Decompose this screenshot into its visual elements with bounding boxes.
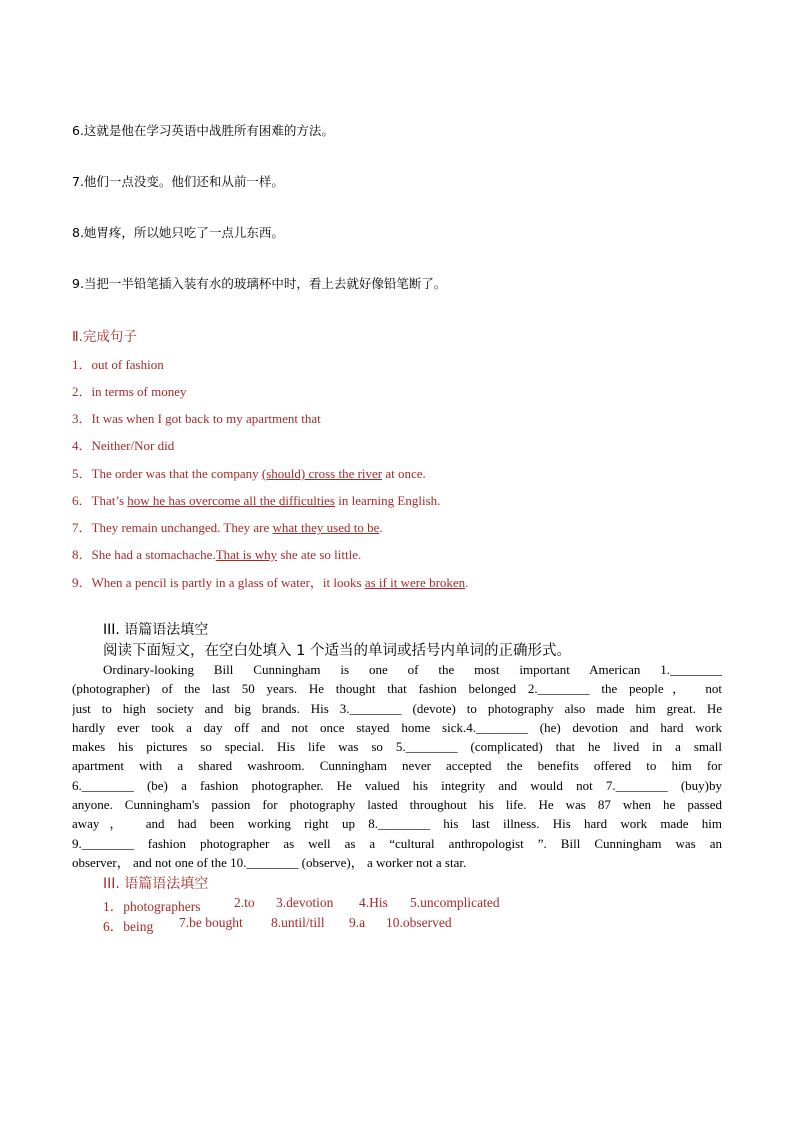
answer-item: 9．When a pencil is partly in a glass of water，it looks as if it were broken. [72, 575, 469, 590]
answer-item: 7．They remain unchanged. They are what they used to be. [72, 520, 383, 535]
answer-item: 5．The order was that the company (should) cross the river at once. [72, 466, 426, 481]
translation-item-6: 6.这就是他在学习英语中战胜所有困难的方法。 [72, 123, 334, 138]
document-page: 6.这就是他在学习英语中战胜所有困难的方法。 7.他们一点没变。他们还和从前一样。 8.她胃疼，所以她只吃了一点儿东西。 9.当把一半铅笔插入装有水的玻璃杯中时，看上去就好像铅笔断了。 Ⅱ.完成句子 1．out of fashion 2．in terms of money 3．It was when I got back to my apartment that 4．Neither/Nor did 5．The order was that the company (should) cross the river at once. 6．That’s how he has overcome all the difficulties in learning English. 7．They remain unchanged. They are what they used to be. 8．She had a stomachache.That is why she ate so little. 9．When a pencil is partly in a glass of water，it looks as if it were broken. III. 语篇语法填空 阅读下面短文，在空白处填入 1 个适当的单词或括号内单词的正确形式。 Ordinary-looking Bill Cunningham is one of the most important American 1.________ (photographer) of the last 50 years. He thought that fashion belonged 2.________ the people， not just to high society and big brands. His 3.________ (devote) to photography also made him great. He hardly ever took a day off and not once stayed home sick.4.________ (he) devotion and hard work makes his pictures so special. His life was so 5.________ (complicated) that he lived in a small apartment with a shared washroom. Cunningham never accepted the benefits offered to him for 6.________ (be) a fashion photographer. He valued his integrity and would not 7.________ (buy)by anyone. Cunningham's passion for photography lasted throughout his life. He was 87 when he passed away， and had been working right up 8.________ his last illness. His hard work made him 9.________ fashion photographer as well as a “cultural anthropologist ”. Bill Cunningham was an observer， and not one of the 10.________ (observe)， a worker not a star. III. 语篇语法填空 1．photographers 2.to 3.devotion 4.His 5.uncomplicated 6．being 7.be bought 8.until/till 9.a 10.observed [72, 123, 722, 934]
answer-item: 8．She had a stomachache.That is why she ate so little. [72, 547, 362, 562]
translation-item-8: 8.她胃疼，所以她只吃了一点儿东西。 [72, 225, 284, 240]
answer-item: 1．out of fashion [72, 357, 164, 372]
passage-line: anyone. Cunningham's passion for photography lasted throughout his life. He was 87 when he passed [72, 797, 722, 813]
answers-3-title: III. 语篇语法填空 [103, 876, 209, 892]
translation-item-9: 9.当把一半铅笔插入装有水的玻璃杯中时，看上去就好像铅笔断了。 [72, 276, 447, 291]
passage-line: (photographer) of the last 50 years. He thought that fashion belonged 2.________ the people， not [72, 681, 722, 697]
passage-line: away， and had been working right up 8.________ his last illness. His hard work made him [72, 816, 722, 832]
passage-line: makes his pictures so special. His life was so 5.________ (complicated) that he lived in a small [72, 739, 722, 755]
section-2-title: Ⅱ.完成句子 [72, 329, 137, 345]
passage-line: hardly ever took a day off and not once stayed home sick.4.________ (he) devotion and hard work [72, 719, 722, 735]
section-3-title: III. 语篇语法填空 [103, 622, 209, 638]
passage-line: 6.________ (be) a fashion photographer. He valued his integrity and would not 7.________ (buy)by [72, 777, 722, 793]
passage-line: apartment with a shared washroom. Cunningham never accepted the benefits offered to him for [72, 758, 722, 774]
passage-line: Ordinary-looking Bill Cunningham is one of the most important American 1.________ [103, 662, 722, 677]
answer-item: 2．in terms of money [72, 384, 187, 399]
answer-item: 3．It was when I got back to my apartment that [72, 411, 321, 426]
passage-line: 9.________ fashion photographer as well as a “cultural anthropologist ”. Bill Cunningham was an [72, 835, 722, 851]
section-3-instruction: 阅读下面短文，在空白处填入 1 个适当的单词或括号内单词的正确形式。 [103, 643, 571, 659]
passage [72, 660, 722, 872]
passage-line: just to high society and big brands. His 3.________ (devote) to photography also made him great. He [72, 700, 722, 716]
answer-item: 4．Neither/Nor did [72, 438, 175, 453]
answer-item: 6．That’s how he has overcome all the difficulties in learning English. [72, 493, 441, 508]
translation-item-7: 7.他们一点没变。他们还和从前一样。 [72, 174, 284, 189]
passage-line: observer， and not one of the 10.________ (observe)， a worker not a star. [72, 854, 467, 870]
